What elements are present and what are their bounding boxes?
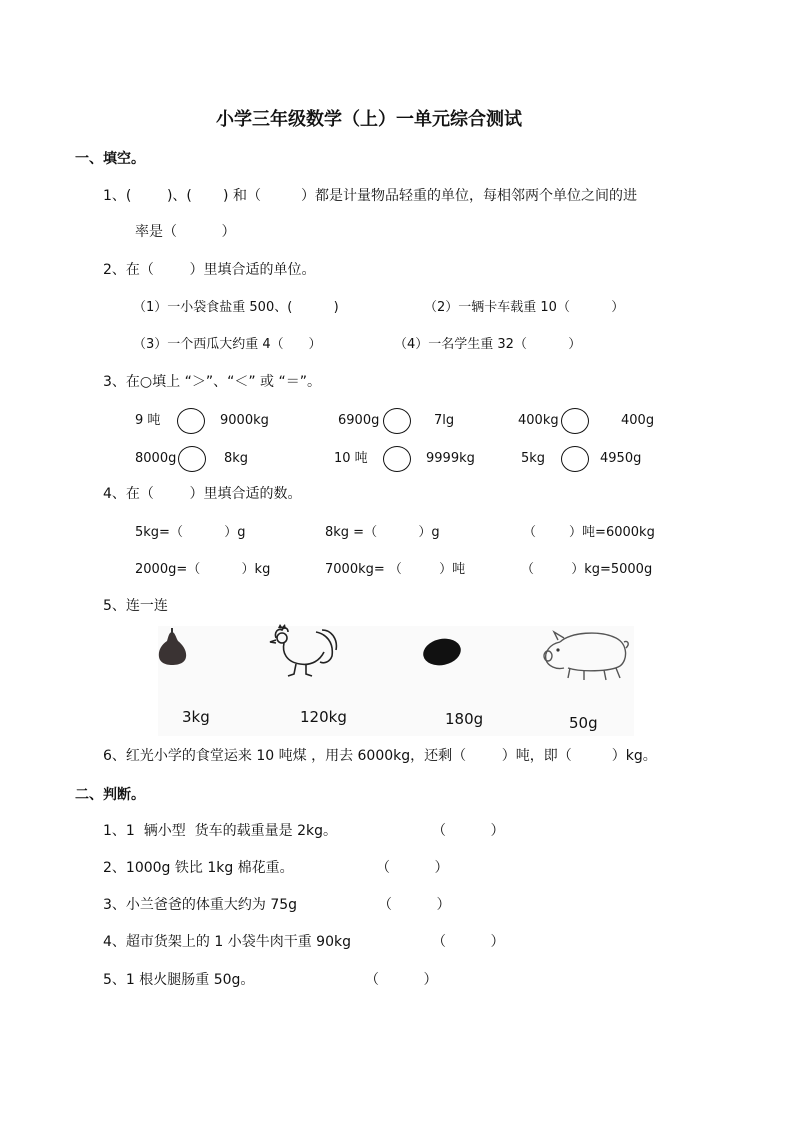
q6: 6、红光小学的食堂运来 10 吨煤 ，用去 6000kg，还剩（ ）吨，即（ ）kg。 — [103, 748, 657, 764]
q3-r1-e: 400kg — [518, 413, 559, 428]
judge-item-4: 4、超市货架上的 1 小袋牛肉干重 90kg — [103, 934, 351, 950]
q4-r1-c: （ ）吨=6000kg — [523, 525, 655, 540]
q4-r2-b: 7000kg= （ ）吨 — [325, 562, 466, 577]
q2-item-2: （2）一辆卡车载重 10（ ） — [424, 300, 625, 315]
section1-heading: 一、填空。 — [75, 151, 145, 167]
compare-circle[interactable] — [383, 446, 411, 472]
compare-circle[interactable] — [561, 446, 589, 472]
judge-bracket-4[interactable]: （ ） — [432, 934, 505, 950]
compare-circle[interactable] — [177, 408, 205, 434]
q3-r2-e: 5kg — [521, 451, 546, 466]
judge-bracket-5[interactable]: （ ） — [365, 972, 438, 988]
q3-r1-f: 400g — [621, 413, 655, 428]
pear-icon — [154, 628, 190, 666]
q3-r2-c: 10 吨 — [334, 451, 368, 466]
q3-prompt: 3、在○填上 “＞”、“＜” 或 “＝”。 — [103, 374, 321, 390]
section2-heading: 二、判断。 — [75, 787, 145, 803]
q3-r2-b: 8kg — [224, 451, 249, 466]
q4-r1-a: 5kg=（ ）g — [135, 525, 246, 540]
pig-icon — [540, 626, 632, 682]
q3-r1-d: 7lg — [434, 413, 455, 428]
weight-label-3: 180g — [445, 710, 484, 728]
q3-r2-f: 4950g — [600, 451, 642, 466]
q3-r2-d: 9999kg — [426, 451, 475, 466]
q3-r1-a: 9 吨 — [135, 413, 161, 428]
compare-circle[interactable] — [561, 408, 589, 434]
judge-bracket-1[interactable]: （ ） — [432, 823, 505, 839]
q4-r2-a: 2000g=（ ）kg — [135, 562, 271, 577]
weight-label-2: 120kg — [300, 708, 347, 726]
compare-circle[interactable] — [178, 446, 206, 472]
judge-bracket-3[interactable]: （ ） — [378, 897, 451, 913]
q4-r1-b: 8kg =（ ）g — [325, 525, 440, 540]
q5-prompt: 5、连一连 — [103, 598, 168, 614]
judge-item-2: 2、1000g 铁比 1kg 棉花重。 — [103, 860, 294, 876]
q3-r1-c: 6900g — [338, 413, 380, 428]
page-title: 小学三年级数学（上）一单元综合测试 — [216, 109, 522, 130]
q2-item-3: （3）一个西瓜大约重 4（ ） — [133, 337, 322, 352]
rooster-icon — [266, 624, 342, 680]
q4-r2-c: （ ）kg=5000g — [521, 562, 653, 577]
q1-line2: 率是（ ） — [135, 224, 236, 240]
q2-item-4: （4）一名学生重 32（ ） — [394, 337, 582, 352]
q2-prompt: 2、在（ ）里填合适的单位。 — [103, 262, 316, 278]
q1-line1: 1、( )、( ) 和（ ）都是计量物品轻重的单位，每相邻两个单位之间的进 — [103, 188, 638, 204]
judge-item-1: 1、1 辆小型 货车的载重量是 2kg。 — [103, 823, 337, 839]
q4-prompt: 4、在（ ）里填合适的数。 — [103, 486, 302, 502]
weight-label-1: 3kg — [182, 708, 210, 726]
judge-item-5: 5、1 根火腿肠重 50g。 — [103, 972, 255, 988]
weight-label-4: 50g — [569, 714, 598, 732]
judge-bracket-2[interactable]: （ ） — [376, 860, 449, 876]
q2-item-1: （1）一小袋食盐重 500、( ) — [133, 300, 339, 315]
q3-r1-b: 9000kg — [220, 413, 269, 428]
compare-circle[interactable] — [383, 408, 411, 434]
judge-item-3: 3、小兰爸爸的体重大约为 75g — [103, 897, 298, 913]
q3-r2-a: 8000g — [135, 451, 177, 466]
egg-icon — [420, 636, 464, 668]
